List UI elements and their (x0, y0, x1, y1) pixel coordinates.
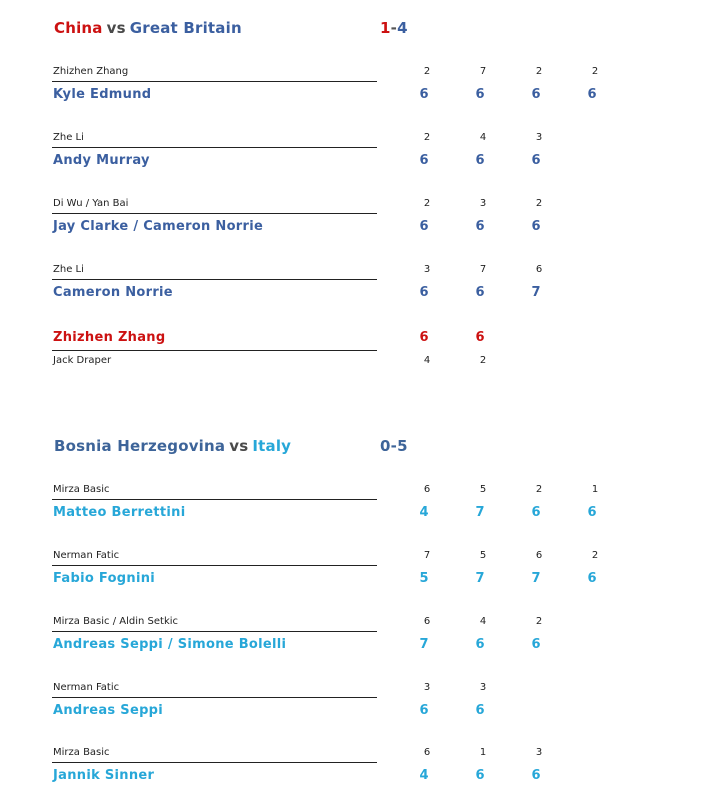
loser-set-3: 2 (535, 616, 543, 627)
winner-name: Matteo Berrettini (53, 505, 186, 520)
winner-set-3: 7 (531, 285, 541, 300)
loser-set-2: 4 (479, 132, 487, 143)
winner-set-2: 6 (475, 153, 485, 168)
loser-name: Nerman Fatic (53, 682, 120, 693)
winner-set-4: 6 (587, 87, 597, 102)
loser-set-1: 7 (423, 550, 431, 561)
match-row (0, 66, 719, 116)
away-country: Italy (252, 437, 292, 455)
winner-set-3: 6 (531, 219, 541, 234)
home-score: 0 (380, 437, 391, 455)
winner-set-3: 6 (531, 768, 541, 783)
loser-set-1: 3 (423, 682, 431, 693)
winner-set-3: 6 (531, 153, 541, 168)
winner-set-2: 7 (475, 571, 485, 586)
winner-set-2: 6 (475, 637, 485, 652)
winner-set-4: 6 (587, 571, 597, 586)
divider (52, 350, 377, 351)
winner-set-1: 4 (419, 505, 429, 520)
tie-score (380, 437, 408, 455)
match-row (0, 484, 719, 534)
winner-set-3: 6 (531, 87, 541, 102)
score-separator: - (390, 19, 398, 37)
loser-name: Mirza Basic (53, 747, 110, 758)
vs-label: vs (106, 19, 126, 37)
winner-name: Kyle Edmund (53, 87, 152, 102)
loser-name: Zhe Li (53, 132, 84, 143)
winner-name: Jay Clarke / Cameron Norrie (53, 219, 264, 234)
vs-label: vs (229, 437, 249, 455)
loser-set-3: 2 (535, 66, 543, 77)
home-score: 1 (380, 19, 391, 37)
loser-set-2: 4 (479, 616, 487, 627)
loser-set-2: 7 (479, 66, 487, 77)
winner-set-2: 6 (475, 330, 485, 345)
tie-header (54, 19, 654, 49)
loser-set-1: 2 (423, 132, 431, 143)
loser-set-1: 2 (423, 198, 431, 209)
winner-name: Jannik Sinner (53, 768, 155, 783)
winner-set-2: 6 (475, 768, 485, 783)
divider (52, 213, 377, 214)
loser-set-3: 3 (535, 747, 543, 758)
match-row (0, 198, 719, 248)
loser-set-2: 7 (479, 264, 487, 275)
divider (52, 147, 377, 148)
divider (52, 499, 377, 500)
loser-set-3: 2 (535, 484, 543, 495)
tie-score (380, 19, 408, 37)
loser-set-2: 5 (479, 550, 487, 561)
away-country: Great Britain (129, 19, 242, 37)
divider (52, 631, 377, 632)
winner-name: Andreas Seppi (53, 703, 164, 718)
loser-set-1: 3 (423, 264, 431, 275)
winner-set-1: 6 (419, 153, 429, 168)
away-score: 4 (397, 19, 408, 37)
loser-set-1: 6 (423, 616, 431, 627)
winner-name: Andreas Seppi / Simone Bolelli (53, 637, 287, 652)
loser-set-4: 2 (591, 550, 599, 561)
loser-set-2: 1 (479, 747, 487, 758)
loser-set-2: 5 (479, 484, 487, 495)
winner-set-1: 4 (419, 768, 429, 783)
match-row (0, 264, 719, 314)
winner-set-1: 6 (419, 703, 429, 718)
winner-set-2: 6 (475, 219, 485, 234)
winner-set-2: 6 (475, 285, 485, 300)
loser-set-4: 1 (591, 484, 599, 495)
match-row (0, 747, 719, 797)
loser-set-3: 2 (535, 198, 543, 209)
winner-set-1: 6 (419, 285, 429, 300)
home-country: China (54, 19, 103, 37)
winner-name: Zhizhen Zhang (53, 330, 166, 345)
divider (52, 81, 377, 82)
loser-set-3: 3 (535, 132, 543, 143)
loser-set-1: 2 (423, 66, 431, 77)
winner-set-2: 7 (475, 505, 485, 520)
score-separator: - (390, 437, 398, 455)
match-row (0, 330, 719, 380)
winner-set-2: 6 (475, 703, 485, 718)
loser-set-1: 6 (423, 747, 431, 758)
winner-set-3: 6 (531, 505, 541, 520)
loser-name: Zhe Li (53, 264, 84, 275)
loser-name: Jack Draper (53, 355, 112, 366)
loser-name: Di Wu / Yan Bai (53, 198, 129, 209)
loser-name: Mirza Basic / Aldin Setkic (53, 616, 179, 627)
loser-name: Mirza Basic (53, 484, 110, 495)
away-score: 5 (397, 437, 408, 455)
loser-set-4: 2 (591, 66, 599, 77)
divider (52, 697, 377, 698)
tie-header (54, 437, 654, 467)
divider (52, 565, 377, 566)
winner-set-1: 6 (419, 219, 429, 234)
loser-set-2: 3 (479, 682, 487, 693)
winner-set-3: 7 (531, 571, 541, 586)
winner-name: Cameron Norrie (53, 285, 173, 300)
home-country: Bosnia Herzegovina (54, 437, 226, 455)
divider (52, 279, 377, 280)
winner-set-1: 7 (419, 637, 429, 652)
loser-name: Zhizhen Zhang (53, 66, 129, 77)
loser-set-3: 6 (535, 264, 543, 275)
winner-set-1: 5 (419, 571, 429, 586)
winner-name: Fabio Fognini (53, 571, 156, 586)
loser-set-1: 6 (423, 484, 431, 495)
winner-set-1: 6 (419, 87, 429, 102)
winner-name: Andy Murray (53, 153, 150, 168)
divider (52, 762, 377, 763)
match-row (0, 132, 719, 182)
loser-set-1: 4 (423, 355, 431, 366)
loser-name: Nerman Fatic (53, 550, 120, 561)
match-row (0, 550, 719, 600)
winner-set-1: 6 (419, 330, 429, 345)
loser-set-2: 3 (479, 198, 487, 209)
winner-set-3: 6 (531, 637, 541, 652)
loser-set-3: 6 (535, 550, 543, 561)
match-row (0, 616, 719, 666)
winner-set-2: 6 (475, 87, 485, 102)
match-row (0, 682, 719, 732)
winner-set-4: 6 (587, 505, 597, 520)
loser-set-2: 2 (479, 355, 487, 366)
